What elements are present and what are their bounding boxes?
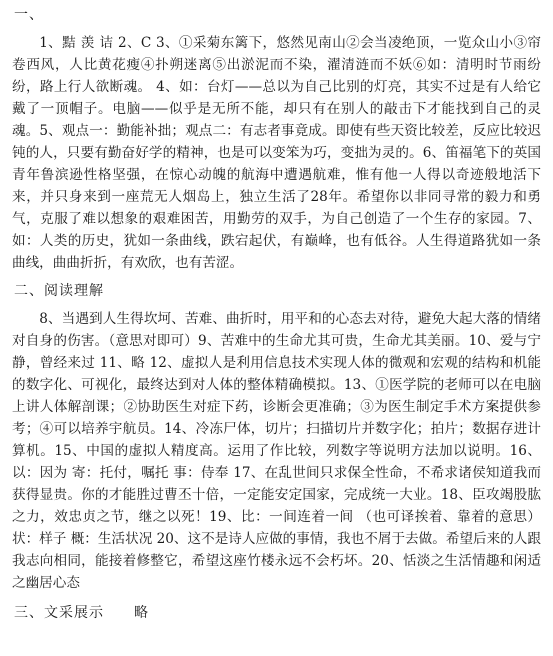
section-1-answers: 1、黠 羡 诘 2、C 3、①采菊东篱下，悠然见南山②会当凌绝顶，一览众山小③帘卷西风，人比黄花瘦④扑朔迷离⑤出淤泥而不染，濯清涟而不妖⑥如：清明时节雨纷纷，路上行人欲断魂。 4、如：台灯——总以为自己比别的灯亮，其实不过是有人给它戴了一顶帽子。电脑——似乎是无所不能，却只有在别人的敲击下才能找到自己的灵魂。5、观点一：勤能补拙；观点二：有志者事竟成。即使有些天资比较差，反应比较迟钝的人，只要有勤奋好学的精神，也是可以变笨为巧，变拙为灵的。6、笛福笔下的英国青年鲁滨逊性格坚强，在惊心动魄的航海中遭遇航难，惟有他一人得以奇迹般地活下来，并只身来到一座荒无人烟岛上，独立生活了28年。希望你以非同寻常的毅力和勇气，克服了难以想象的艰难困苦，用勤劳的双手，为自己创造了一个生存的家园。7、如：人类的历史，犹如一条曲线，跌宕起伏，有巅峰，也有低谷。人生得道路犹如一条曲线，曲曲折折，有欢欣，也有苦涩。 bbox=[12, 35, 541, 271]
section-heading-2: 二、阅读理解 bbox=[14, 283, 104, 299]
section-heading-3: 三、文采展示 略 bbox=[14, 605, 149, 621]
section-heading-1: 一、 bbox=[14, 7, 44, 23]
section-2-answers: 8、当遇到人生得坎坷、苦难、曲折时，用平和的心态去对待，避免大起大落的情绪对自身的伤害。（意思对即可）9、苦难中的生命尤其可贵，生命尤其美丽。10、爱与宁静，曾经来过 11、略 12、虚拟人是利用信息技术实现人体的微观和宏观的结构和机能的数字化、可视化，最终达到对人体的整体精确模拟。13、①医学院的老师可以在电脑上讲人体解剖课；②协助医生对症下药，诊断会更准确；③为医生制定手术方案提供参考；④可以培养宇航员。14、冷冻尸体，切片；扫描切片并数字化；拍片；数据存进计算机。15、中国的虚拟人精度高。运用了作比较，列数字等说明方法加以说明。16、以：因为 寄：托付，嘱托 事：侍奉 17、在乱世间只求保全性命，不希求诸侯知道我而获得显贵。你的才能胜过曹丕十倍，一定能安定国家，完成统一大业。18、臣攻竭股肱之力，效忠贞之节，继之以死！19、比：一间连着一间 （也可译挨着、靠着的意思）状：样子 概：生活状况 20、这不是诗人应做的事情，我也不屑于去做。希望后来的人跟我志向相同，能接着修整它，希望这座竹楼永远不会朽坏。20、恬淡之生活情趣和闲适之幽居心态 bbox=[12, 311, 541, 591]
